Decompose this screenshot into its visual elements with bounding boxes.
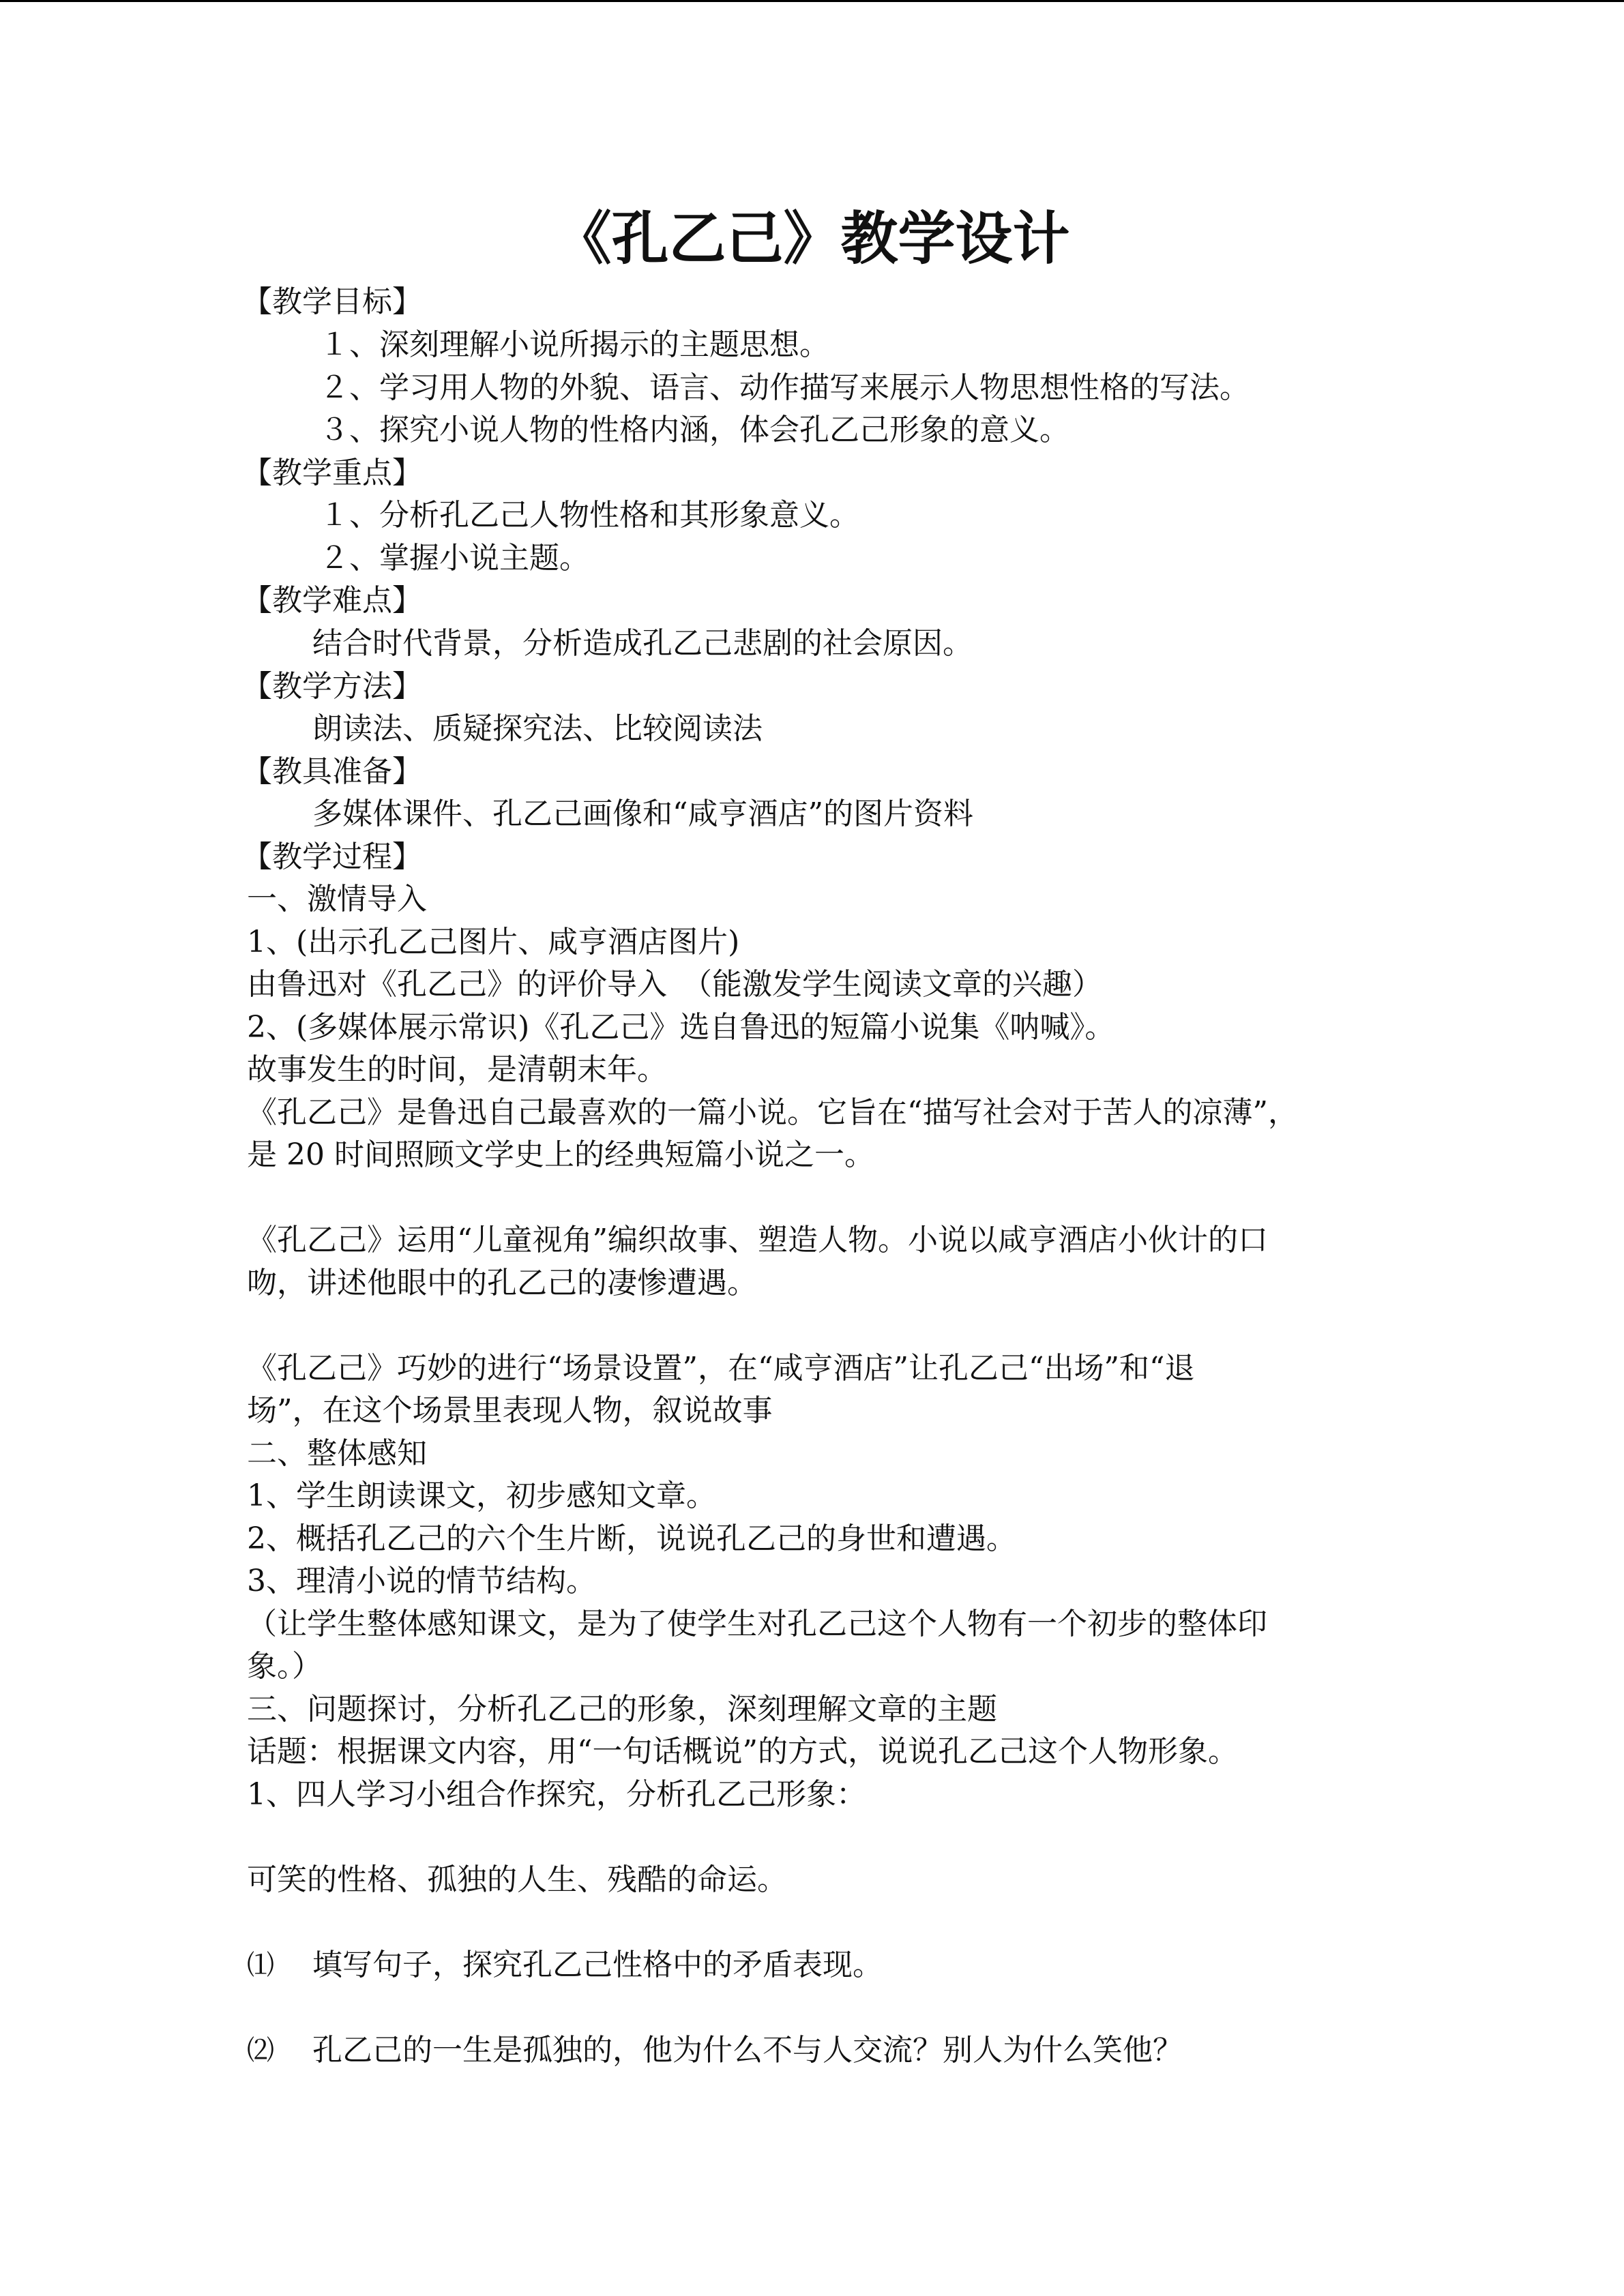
objective-item: ２、学习用人物的外貌、语言、动作描写来展示人物思想性格的写法。 [319,370,1250,405]
section-heading-preparation: 【教具准备】 [242,754,422,789]
section-heading-process: 【教学过程】 [242,839,422,874]
process-line: 话题：根据课文内容，用“一句话概说”的方式，说说孔乙己这个人物形象。 [247,1734,1238,1769]
section-heading-methods: 【教学方法】 [242,669,422,704]
objective-item: ３、探究小说人物的性格内涵，体会孔乙己形象的意义。 [319,413,1069,447]
process-line: 1、四人学习小组合作探究，分析孔乙己形象： [247,1777,866,1812]
process-line: 是 20 时间照顾文学史上的经典短篇小说之一。 [247,1137,874,1172]
process-line: 2、(多媒体展示常识)《孔乙己》选自鲁迅的短篇小说集《呐喊》。 [247,1010,1115,1045]
process-line: （让学生整体感知课文，是为了使学生对孔乙己这个人物有一个初步的整体印 [247,1607,1267,1641]
objective-item: １、深刻理解小说所揭示的主题思想。 [319,327,829,362]
process-line: 3、理清小说的情节结构。 [247,1564,596,1598]
section-heading-objectives: 【教学目标】 [242,284,422,319]
section-heading-key-points: 【教学重点】 [242,456,422,490]
process-line: 故事发生的时间，是清朝末年。 [247,1052,667,1087]
process-line: 《孔乙己》是鲁迅自己最喜欢的一篇小说。它旨在“描写社会对于苦人的凉薄”， [247,1095,1298,1130]
process-line: 由鲁迅对《孔乙己》的评价导入 （能激发学生阅读文章的兴趣） [247,967,1102,1002]
sub-item-number: ⑵ [247,2035,274,2066]
section-heading-difficulties: 【教学难点】 [242,583,422,618]
process-line: 2、概括孔乙己的六个生片断，说说孔乙己的身世和遭遇。 [247,1521,1016,1556]
methods-text: 朗读法、质疑探究法、比较阅读法 [312,711,763,746]
process-line: 一、激情导入 [247,882,427,916]
sub-item-number: ⑴ [247,1950,274,1981]
key-point-item: １、分析孔乙己人物性格和其形象意义。 [319,498,859,533]
document-title: 《孔乙己》教学设计 [554,205,1070,272]
difficulty-text: 结合时代背景，分析造成孔乙己悲剧的社会原因。 [312,626,973,661]
preparation-text: 多媒体课件、孔乙己画像和“咸亨酒店”的图片资料 [312,796,973,831]
sub-item-text: 孔乙己的一生是孤独的，他为什么不与人交流？别人为什么笑他？ [312,2033,1183,2068]
process-line: 吻，讲述他眼中的孔乙己的凄惨遭遇。 [247,1266,757,1300]
process-line: 场”，在这个场景里表现人物，叙说故事 [247,1393,773,1428]
process-line: 1、学生朗读课文，初步感知文章。 [247,1478,716,1513]
top-border [0,0,1624,2]
process-line: 象。） [247,1649,322,1684]
sub-item-text: 填写句子，探究孔乙己性格中的矛盾表现。 [312,1948,883,1982]
process-line: 《孔乙己》巧妙的进行“场景设置”，在“咸亨酒店”让孔乙己“出场”和“退 [247,1351,1195,1386]
process-line: 可笑的性格、孤独的人生、残酷的命运。 [247,1862,787,1897]
key-point-item: ２、掌握小说主题。 [319,541,589,576]
process-line: 三、问题探讨，分析孔乙己的形象，深刻理解文章的主题 [247,1692,997,1727]
process-line: 二、整体感知 [247,1436,427,1471]
process-line: 《孔乙己》运用“儿童视角”编织故事、塑造人物。小说以咸亨酒店小伙计的口 [247,1223,1268,1257]
process-line: 1、(出示孔乙己图片、咸亨酒店图片) [247,925,740,959]
